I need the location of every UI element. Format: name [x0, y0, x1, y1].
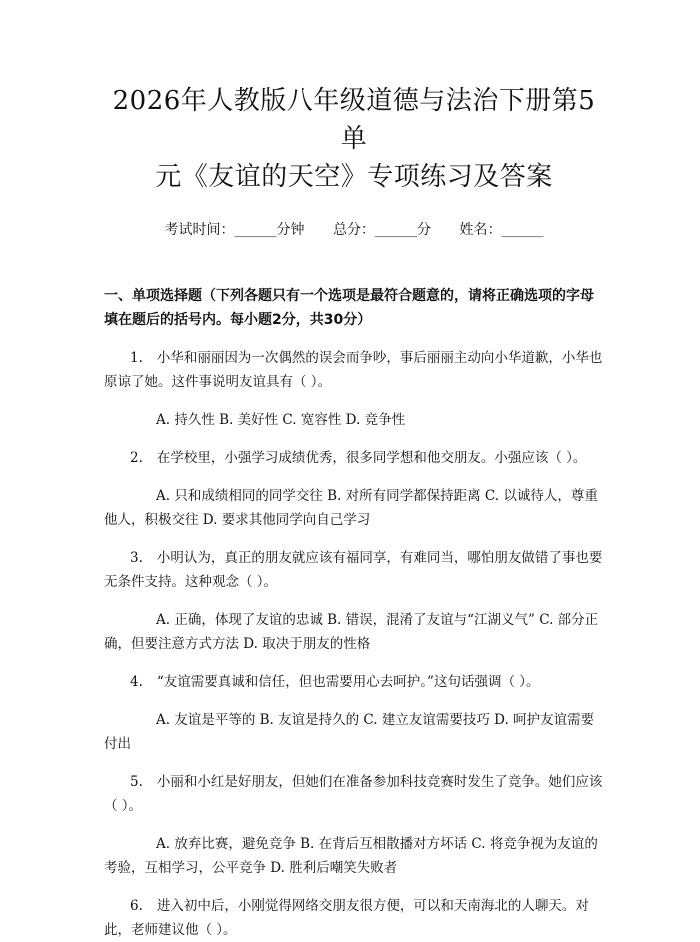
question-5-options: A. 放弃比赛，避免竞争 B. 在背后互相散播对方坏话 C. 将竞争视为友谊的考验，互相学习，公平竞争 D. 胜利后嘲笑失败者 [104, 836, 598, 876]
question-2 [104, 446, 604, 470]
question-number: 6. [130, 898, 143, 914]
question-text: 小华和丽丽因为一次偶然的误会而争吵，事后丽丽主动向小华道歉，小华也原谅了她。这件事说明友谊具有（ ）。 [104, 350, 603, 390]
question-3-options: A. 正确，体现了友谊的忠诚 B. 错误，混淆了友谊与“江湖义气” C. 部分正确，但要注意方式方法 D. 取决于朋友的性格 [104, 612, 599, 652]
question-4-options: A. 友谊是平等的 B. 友谊是持久的 C. 建立友谊需要技巧 D. 呵护友谊需要付出 [104, 712, 595, 752]
section-heading: 一、单项选择题（下列各题只有一个选项是最符合题意的，请将正确选项的字母填在题后的括号内。每小题2分，共30分） [104, 288, 594, 328]
exam-total-score: 总分：______分 [333, 222, 431, 238]
exam-time: 考试时间：______分钟 [164, 222, 305, 238]
question-number: 1. [130, 350, 143, 366]
exam-meta [104, 220, 604, 240]
question-1 [104, 346, 604, 394]
question-text: 小明认为，真正的朋友就应该有福同享，有难同当，哪怕朋友做错了事也要无条件支持。这种观念（ ）。 [104, 550, 603, 590]
question-number: 2. [130, 450, 143, 466]
title-line-2: 元《友谊的天空》专项练习及答案 [155, 162, 553, 192]
question-number: 3. [130, 550, 143, 566]
exam-name: 姓名：______ [459, 222, 544, 238]
question-1-options: A. 持久性 B. 美好性 C. 宽容性 D. 竞争性 [156, 412, 406, 428]
question-6 [104, 894, 604, 942]
title-line-1: 2026年人教版八年级道德与法治下册第5单 [112, 86, 596, 154]
document-title [104, 0, 604, 196]
question-number: 5. [130, 774, 143, 790]
question-text: 小丽和小红是好朋友，但她们在准备参加科技竞赛时发生了竞争。她们应该（ ）。 [104, 774, 603, 814]
question-text: “友谊需要真诚和信任，但也需要用心去呵护。”这句话强调（ ）。 [156, 674, 540, 690]
question-text: 进入初中后，小刚觉得网络交朋友很方便，可以和天南海北的人聊天。对此，老师建议他（ ）。 [104, 898, 589, 938]
question-text: 在学校里，小强学习成绩优秀，很多同学想和他交朋友。小强应该（ ）。 [156, 450, 587, 466]
question-number: 4. [130, 674, 143, 690]
question-4 [104, 670, 604, 694]
question-5 [104, 770, 604, 818]
question-2-options: A. 只和成绩相同的同学交往 B. 对所有同学都保持距离 C. 以诚待人，尊重他人，积极交往 D. 要求其他同学向自己学习 [104, 488, 598, 528]
question-3 [104, 546, 604, 594]
